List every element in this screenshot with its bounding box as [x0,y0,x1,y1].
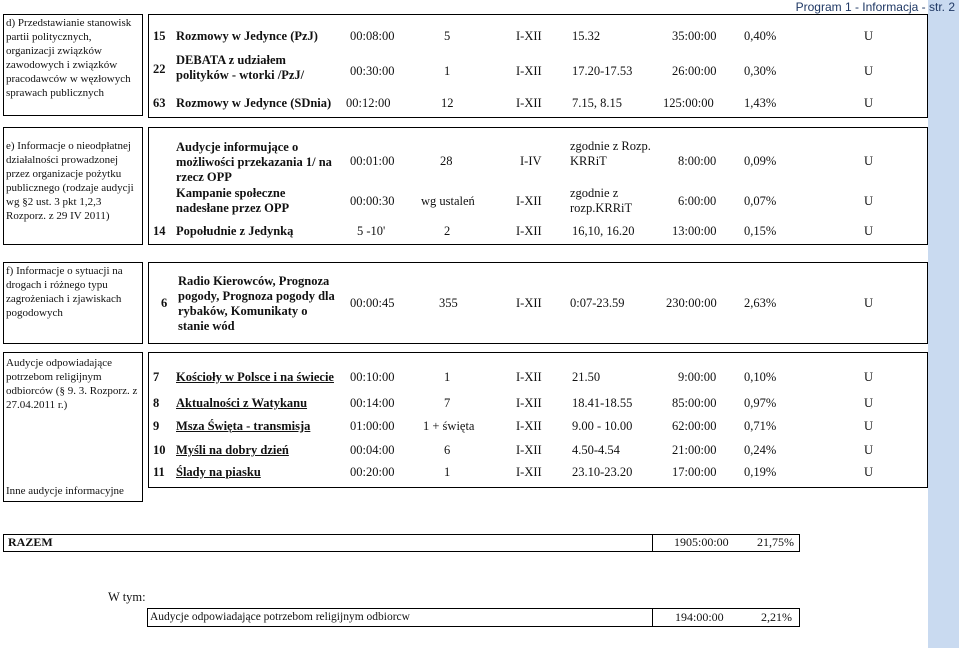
table-cell: 0,10% [744,370,777,384]
section-d-label: d) Przedstawianie stanowisk partii politycznych, organizacji związków zawodowych i związków pracodawców w węzłowych sprawach publicznych [6,17,132,99]
table-cell: 00:04:00 [350,443,395,457]
table-cell: I-XII [516,419,542,433]
table-cell: Rozmowy w Jedynce (PzJ) [176,29,318,43]
table-cell: 85:00:00 [672,396,717,410]
table-cell: 0,97% [744,396,777,410]
table-cell: 11 [153,465,165,479]
table-cell: zgodnie z Rozp. KRRiT [570,139,651,168]
table-cell: 16,10, 16.20 [572,224,635,238]
table-cell: 00:00:30 [350,194,395,208]
wtym-label: W tym: [108,590,146,604]
table-cell: 9:00:00 [678,370,717,384]
table-cell: U [864,96,874,110]
wtym-total: 194:00:00 [675,610,724,624]
table-cell: 5 -10' [357,224,386,238]
section-g-label: Audycje odpowiadające potrzebom religijnym odbiorców (§ 9. 3. Rozporz. z 27.04.2011 r.) [6,357,138,411]
table-cell: 7 [153,370,160,384]
table-cell: U [864,29,874,43]
table-cell: 0,09% [744,154,777,168]
table-cell: I-XII [516,396,542,410]
table-cell: I-XII [516,443,542,457]
table-cell: 230:00:00 [666,296,717,310]
table-cell: U [864,154,874,168]
table-cell: Msza Święta - transmisja [176,419,311,433]
table-cell: Kampanie społeczne nadesłane przez OPP [176,186,290,215]
table-cell: 00:12:00 [346,96,391,110]
razem-total: 1905:00:00 [674,535,729,549]
table-cell: 1,43% [744,96,777,110]
table-cell: Rozmowy w Jedynce (SDnia) [176,96,332,110]
table-cell: I-XII [516,296,542,310]
table-cell: 1 [444,64,451,78]
table-cell: U [864,64,874,78]
table-cell: Kościoły w Polsce i na świecie [176,370,334,384]
table-cell: I-XII [516,64,542,78]
table-cell: zgodnie z rozp.KRRiT [570,186,633,215]
table-cell: I-XII [516,96,542,110]
table-cell: 6 [161,296,168,310]
table-cell: 14 [153,224,166,238]
table-cell: I-XII [516,370,542,384]
table-cell: 00:01:00 [350,154,395,168]
table-cell: 23.10-23.20 [572,465,633,479]
table-cell: Popołudnie z Jedynką [176,224,294,238]
table-cell: 0,15% [744,224,777,238]
table-cell: U [864,443,874,457]
table-cell: 0,24% [744,443,777,457]
table-cell: I-XII [516,29,542,43]
table-cell: 35:00:00 [672,29,717,43]
section-f-label: f) Informacje o sytuacji na drogach i różnego typu zagrożeniach i zjawiskach pogodowych [6,265,123,319]
table-cell: 00:30:00 [350,64,395,78]
table-cell: 355 [439,296,458,310]
table-cell: 1 [444,370,451,384]
table-cell: I-XII [516,194,542,208]
table-cell: 15 [153,29,166,43]
table-cell: U [864,296,874,310]
table-cell: 6:00:00 [678,194,717,208]
table-cell: 0,19% [744,465,777,479]
table-cell: 62:00:00 [672,419,717,433]
table-cell: U [864,224,874,238]
table-cell: wg ustaleń [421,194,475,208]
table-cell: 8 [153,396,160,410]
table-cell: 00:08:00 [350,29,395,43]
table-cell: I-XII [516,465,542,479]
table-cell: 6 [444,443,451,457]
table-cell: 8:00:00 [678,154,717,168]
table-cell: 13:00:00 [672,224,717,238]
table-cell: 18.41-18.55 [572,396,633,410]
table-cell: 0,30% [744,64,777,78]
table-cell: 2 [444,224,451,238]
table-cell: DEBATA z udziałem polityków - wtorki /PzJ/ [176,53,305,82]
table-cell: 21:00:00 [672,443,717,457]
wtym-desc: Audycje odpowiadające potrzebom religijnym odbiorcw [150,611,410,623]
table-cell: 0,40% [744,29,777,43]
table-cell: 15.32 [572,29,601,43]
table-cell: U [864,419,874,433]
table-cell: 125:00:00 [663,96,714,110]
razem-label: RAZEM [8,535,53,549]
wtym-pct: 2,21% [761,610,792,624]
table-cell: 0,07% [744,194,777,208]
table-cell: 0,71% [744,419,777,433]
table-cell: U [864,465,874,479]
table-cell: 00:14:00 [350,396,395,410]
table-cell: 63 [153,96,166,110]
table-cell: 1 + święta [423,419,475,433]
table-cell: Ślady na piasku [176,465,261,479]
table-cell: 4.50-4.54 [572,443,620,457]
table-cell: 26:00:00 [672,64,717,78]
table-cell: 0:07-23.59 [570,296,625,310]
accent-strip [928,0,959,648]
table-cell: U [864,370,874,384]
table-cell: 00:20:00 [350,465,395,479]
table-cell: U [864,194,874,208]
table-cell: 22 [153,62,166,76]
table-cell: 21.50 [572,370,601,384]
table-cell: 12 [441,96,454,110]
table-cell: I-XII [516,224,542,238]
table-cell: 7.15, 8.15 [572,96,622,110]
table-cell: Myśli na dobry dzień [176,443,289,457]
table-cell: Aktualności z Watykanu [176,396,308,410]
table-cell: 00:10:00 [350,370,395,384]
table-cell: 7 [444,396,451,410]
table-cell: 00:00:45 [350,296,395,310]
page-header: Program 1 - Informacja - str. 2 [795,0,955,14]
table-cell: 01:00:00 [350,419,395,433]
section-g-label-2: Inne audycje informacyjne [6,485,124,497]
table-cell: 10 [153,443,166,457]
table-cell: 17.20-17.53 [572,64,633,78]
table-cell: I-IV [520,154,542,168]
table-cell: 1 [444,465,451,479]
table-cell: 9 [153,419,160,433]
razem-pct: 21,75% [757,535,794,549]
table-cell: 5 [444,29,451,43]
table-cell: 28 [440,154,453,168]
table-cell: Radio Kierowców, Prognoza pogody, Prognoza pogody dla rybaków, Komunikaty o stanie wód [178,274,335,333]
table-cell: U [864,396,874,410]
table-cell: Audycje informujące o możliwości przekazania 1/ na rzecz OPP [176,140,332,184]
table-cell: 17:00:00 [672,465,717,479]
table-cell: 9.00 - 10.00 [572,419,633,433]
section-e-label: e) Informacje o nieodpłatnej działalności prowadzonej przez organizacje pożytku publicznego (rodzaje audycji wg §2 ust. 3 pkt 1,2,3 Rozporz. z 29 IV 2011) [6,140,134,222]
table-cell: 2,63% [744,296,777,310]
